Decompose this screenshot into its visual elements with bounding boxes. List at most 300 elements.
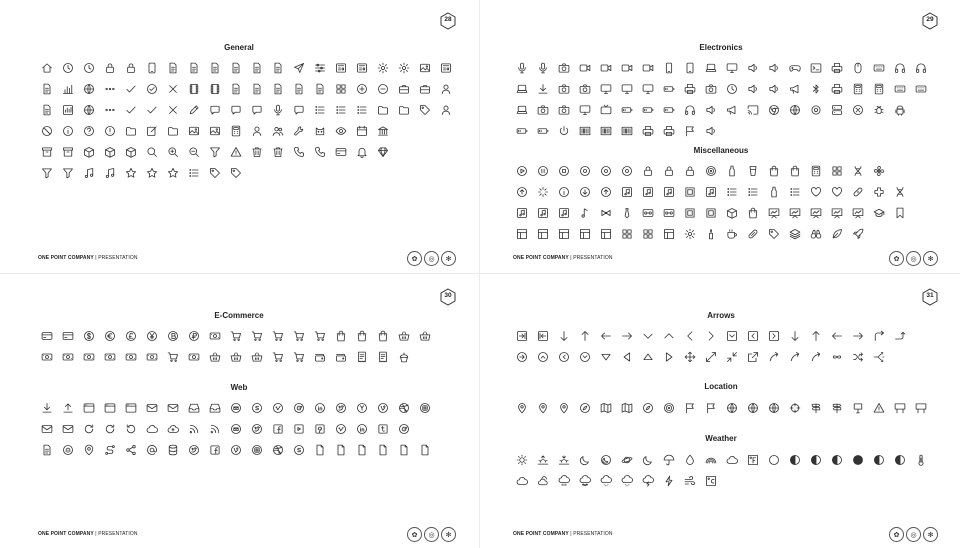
arrow-right-icon <box>847 325 868 346</box>
video-icon <box>595 57 616 78</box>
printer-icon <box>826 57 847 78</box>
eye-icon <box>330 120 351 141</box>
footer <box>513 255 613 261</box>
grid-icon <box>637 223 658 244</box>
share-icon <box>120 439 141 460</box>
filter-icon <box>204 141 225 162</box>
curved-arrow-icon <box>805 346 826 367</box>
bag-icon <box>763 160 784 181</box>
arrow-circle-right-icon <box>511 346 532 367</box>
edit-icon <box>141 120 162 141</box>
users-icon <box>267 120 288 141</box>
grid-icon <box>330 78 351 99</box>
bag-icon <box>330 325 351 346</box>
download-icon <box>532 78 553 99</box>
document-icon <box>246 57 267 78</box>
layers-icon <box>784 223 805 244</box>
vine-icon <box>225 439 246 460</box>
slide-28 <box>0 0 478 272</box>
document-icon <box>246 78 267 99</box>
section-title-miscellaneous: Miscellaneous <box>693 146 749 155</box>
filter-icon <box>57 162 78 183</box>
info-icon <box>57 120 78 141</box>
music-box-icon <box>658 181 679 202</box>
icon-row <box>36 57 456 78</box>
footer-company: ONE POINT COMPANY <box>38 255 94 261</box>
basket-icon <box>393 325 414 346</box>
flower-logo-icon: ✿ <box>407 251 422 266</box>
vimeo-icon <box>267 397 288 418</box>
storm-icon <box>637 470 658 491</box>
star-icon <box>141 162 162 183</box>
camera-icon <box>553 99 574 120</box>
circle-logo-icon: ◎ <box>906 527 921 542</box>
billboard-icon <box>889 397 910 418</box>
archive-icon <box>36 141 57 162</box>
wallet-icon <box>309 346 330 367</box>
footer <box>38 531 138 537</box>
arrow-left-icon <box>826 325 847 346</box>
location-icon <box>78 439 99 460</box>
tape-icon <box>658 202 679 223</box>
minus-circle-icon <box>372 78 393 99</box>
camera-icon <box>574 78 595 99</box>
headphones-icon <box>910 57 931 78</box>
zoom-out-icon <box>183 141 204 162</box>
list-icon <box>721 181 742 202</box>
chevron-left-box-icon <box>742 325 763 346</box>
card-icon <box>330 141 351 162</box>
folder-icon <box>120 120 141 141</box>
printer-icon <box>658 120 679 141</box>
printer-icon <box>826 78 847 99</box>
lock-icon <box>679 160 700 181</box>
thunder-icon <box>658 470 679 491</box>
globe-icon <box>763 397 784 418</box>
facebook-icon <box>204 439 225 460</box>
battery-icon <box>658 78 679 99</box>
slide-divider-vertical <box>479 0 480 548</box>
slide-31 <box>482 276 960 548</box>
grid-icon <box>826 160 847 181</box>
circle-logo-icon: ◎ <box>906 251 921 266</box>
icon-row <box>36 439 435 460</box>
moon-phase-icon <box>805 449 826 470</box>
bag-icon <box>784 160 805 181</box>
section-title-web: Web <box>230 383 248 392</box>
circle-logo-icon: ◎ <box>424 251 439 266</box>
icon-grid-arrows <box>511 325 910 367</box>
rss-icon <box>183 418 204 439</box>
icon-row <box>511 181 910 202</box>
barcode-icon <box>574 120 595 141</box>
icon-row <box>511 397 931 418</box>
triangle-down-icon <box>595 346 616 367</box>
moon-icon <box>637 449 658 470</box>
map-icon <box>616 397 637 418</box>
music-box-icon <box>637 181 658 202</box>
skype-icon <box>246 397 267 418</box>
music-box-icon <box>700 181 721 202</box>
document-icon <box>267 57 288 78</box>
pause-circle-icon <box>532 160 553 181</box>
compass-icon <box>637 397 658 418</box>
arrow-circle-up-icon <box>532 346 553 367</box>
gamepad-icon <box>784 57 805 78</box>
camera-icon <box>553 57 574 78</box>
moon-phase-icon <box>889 449 910 470</box>
tag-icon <box>225 162 246 183</box>
layout-icon <box>511 223 532 244</box>
section-title-location: Location <box>704 382 738 391</box>
calendar-icon <box>351 120 372 141</box>
euro-icon <box>99 325 120 346</box>
ellipsis-icon <box>99 99 120 120</box>
glass-icon <box>742 160 763 181</box>
monitor-icon <box>574 99 595 120</box>
planet-icon <box>616 449 637 470</box>
document-icon <box>36 78 57 99</box>
bottle-icon <box>763 181 784 202</box>
arrow-left-icon <box>595 325 616 346</box>
speaker-icon <box>700 120 721 141</box>
lock-icon <box>637 160 658 181</box>
linkedin-icon <box>309 397 330 418</box>
google-plus-icon <box>393 418 414 439</box>
monitor-icon <box>616 78 637 99</box>
page-number: 28 <box>444 16 452 23</box>
chevron-right-icon <box>700 325 721 346</box>
record-circle-icon <box>616 160 637 181</box>
calculator-icon <box>225 120 246 141</box>
check-icon <box>141 99 162 120</box>
battery-icon <box>658 99 679 120</box>
vine-icon <box>372 397 393 418</box>
snowflake-logo-icon: ✻ <box>923 527 938 542</box>
mail-icon <box>141 397 162 418</box>
snow-icon <box>616 470 637 491</box>
camera-icon <box>553 78 574 99</box>
play-circle-icon <box>511 160 532 181</box>
rainbow-icon <box>700 449 721 470</box>
chevron-right-box-icon <box>763 325 784 346</box>
briefcase-icon <box>414 78 435 99</box>
square-icon <box>679 202 700 223</box>
icon-row <box>511 120 931 141</box>
diamond-icon <box>372 141 393 162</box>
megaphone-icon <box>784 78 805 99</box>
chat-icon <box>225 99 246 120</box>
cart-icon <box>162 346 183 367</box>
keyboard-icon <box>889 78 910 99</box>
cloud-icon <box>721 449 742 470</box>
footer <box>38 255 138 261</box>
icon-grid-general <box>36 57 456 183</box>
footer-logos <box>889 251 938 266</box>
icon-grid-web <box>36 397 435 460</box>
icon-row <box>36 346 435 367</box>
calculator-icon <box>868 78 889 99</box>
list-icon <box>351 99 372 120</box>
paper-plane-icon <box>288 57 309 78</box>
arrow-up-icon <box>574 325 595 346</box>
heart-icon <box>805 181 826 202</box>
icon-grid-ecommerce <box>36 325 435 367</box>
check-circle-icon <box>141 78 162 99</box>
monitor-icon <box>637 78 658 99</box>
music-box-icon <box>532 202 553 223</box>
moon-phase-new-icon <box>763 449 784 470</box>
square-icon <box>700 202 721 223</box>
monitor-icon <box>595 78 616 99</box>
mail-icon <box>36 418 57 439</box>
trash-icon <box>267 141 288 162</box>
camera-icon <box>532 99 553 120</box>
close-icon <box>162 78 183 99</box>
footer-company: ONE POINT COMPANY <box>513 255 569 261</box>
ban-icon <box>36 120 57 141</box>
document-icon <box>204 57 225 78</box>
barcode-icon <box>595 120 616 141</box>
triangle-right-icon <box>658 346 679 367</box>
fan-icon <box>868 160 889 181</box>
cash-icon <box>120 346 141 367</box>
bottle-icon <box>721 160 742 181</box>
bandage-icon <box>847 181 868 202</box>
leaf-icon <box>826 223 847 244</box>
moon-icon <box>574 449 595 470</box>
move-icon <box>679 346 700 367</box>
mobile-icon <box>658 57 679 78</box>
ellipsis-icon <box>99 78 120 99</box>
billboard-icon <box>910 397 931 418</box>
document-icon <box>309 78 330 99</box>
bug-icon <box>868 99 889 120</box>
section-title-arrows: Arrows <box>707 311 735 320</box>
flower-logo-icon: ✿ <box>889 251 904 266</box>
facebook-icon <box>267 418 288 439</box>
inbox-icon <box>204 397 225 418</box>
music-icon <box>78 162 99 183</box>
footer-separator: | <box>95 531 97 537</box>
snow-icon <box>595 470 616 491</box>
archive-icon <box>57 141 78 162</box>
speaker-icon <box>763 78 784 99</box>
file-icon <box>372 439 393 460</box>
corner-right-icon <box>889 325 910 346</box>
fingerprint-icon <box>57 439 78 460</box>
coffee-icon <box>721 223 742 244</box>
bookmark-icon <box>889 202 910 223</box>
music-box-icon <box>511 202 532 223</box>
wallet-icon <box>330 346 351 367</box>
snowflake-logo-icon: ✻ <box>441 251 456 266</box>
drop-icon <box>679 449 700 470</box>
music-icon <box>99 162 120 183</box>
footer-logos <box>407 527 456 542</box>
email-icon <box>225 418 246 439</box>
list-icon <box>330 99 351 120</box>
document-icon <box>267 78 288 99</box>
tablet-icon <box>141 57 162 78</box>
collapse-icon <box>721 346 742 367</box>
basket-icon <box>204 346 225 367</box>
youtube-icon <box>288 418 309 439</box>
globe-icon <box>721 397 742 418</box>
download-icon <box>36 397 57 418</box>
icon-row <box>36 325 435 346</box>
signpost-icon <box>826 397 847 418</box>
celsius-icon <box>700 470 721 491</box>
page-number-badge <box>922 12 938 30</box>
section-title-ecommerce: E-Commerce <box>214 311 264 320</box>
page-number: 29 <box>926 16 934 23</box>
video-icon <box>574 57 595 78</box>
arrow-left-box-icon <box>532 325 553 346</box>
android-icon <box>889 99 910 120</box>
footer-separator: | <box>95 255 97 261</box>
icon-row <box>36 418 435 439</box>
moon-phase-icon <box>784 449 805 470</box>
chevron-left-icon <box>679 325 700 346</box>
ycombinator-icon <box>351 397 372 418</box>
wind-icon <box>679 470 700 491</box>
twitter-icon <box>246 418 267 439</box>
gear-icon <box>372 57 393 78</box>
instagram-icon <box>414 397 435 418</box>
footer <box>513 531 613 537</box>
grid-icon <box>616 223 637 244</box>
terminal-icon <box>805 57 826 78</box>
arrow-down-icon <box>553 325 574 346</box>
server-icon <box>826 99 847 120</box>
footer-separator: | <box>570 531 572 537</box>
tape-icon <box>637 202 658 223</box>
bag-icon <box>742 202 763 223</box>
document-icon <box>36 99 57 120</box>
home-icon <box>36 57 57 78</box>
laptop-icon <box>700 57 721 78</box>
globe-icon <box>742 397 763 418</box>
pill-icon <box>742 223 763 244</box>
calculator-icon <box>805 160 826 181</box>
candle-icon <box>700 223 721 244</box>
icon-row <box>511 346 910 367</box>
keyboard-icon <box>910 78 931 99</box>
compass-icon <box>574 397 595 418</box>
binoculars-icon <box>805 223 826 244</box>
footer-label: PRESENTATION <box>573 531 613 537</box>
star-icon <box>120 162 141 183</box>
board-icon <box>784 202 805 223</box>
cash-icon <box>183 346 204 367</box>
google-plus-icon <box>288 397 309 418</box>
thermometer-icon <box>910 449 931 470</box>
monitor-icon <box>721 57 742 78</box>
database-icon <box>162 439 183 460</box>
board-icon <box>826 202 847 223</box>
page-number: 31 <box>926 292 934 299</box>
list-icon <box>742 181 763 202</box>
video-icon <box>616 57 637 78</box>
cloud-upload-icon <box>162 418 183 439</box>
layout-icon <box>574 223 595 244</box>
dna-icon <box>847 160 868 181</box>
flag-icon <box>700 397 721 418</box>
info-circle-icon <box>553 181 574 202</box>
bluetooth-icon <box>805 78 826 99</box>
globe-icon <box>78 78 99 99</box>
cash-icon <box>36 346 57 367</box>
printer-icon <box>679 78 700 99</box>
cash-icon <box>57 346 78 367</box>
speaker-icon <box>763 57 784 78</box>
loading-icon <box>532 181 553 202</box>
settings-icon <box>805 99 826 120</box>
laptop-icon <box>511 78 532 99</box>
record-circle-icon <box>595 160 616 181</box>
keyboard-icon <box>868 57 889 78</box>
section-title-electronics: Electronics <box>699 43 743 52</box>
dribbble-icon <box>267 439 288 460</box>
warning-icon <box>225 141 246 162</box>
folder-icon <box>162 120 183 141</box>
footer-label: PRESENTATION <box>98 255 138 261</box>
printer-icon <box>637 120 658 141</box>
dollar-icon <box>78 325 99 346</box>
battery-icon <box>511 120 532 141</box>
footer-company: ONE POINT COMPANY <box>513 531 569 537</box>
lock-icon <box>120 57 141 78</box>
circle-logo-icon: ◎ <box>424 527 439 542</box>
star-icon <box>162 162 183 183</box>
footer-company: ONE POINT COMPANY <box>38 531 94 537</box>
arrow-down-circle-icon <box>574 181 595 202</box>
tag-icon <box>763 223 784 244</box>
refresh-icon <box>99 418 120 439</box>
refresh-icon <box>78 418 99 439</box>
tablet-icon <box>679 57 700 78</box>
clock-icon <box>721 78 742 99</box>
email-icon <box>225 397 246 418</box>
icon-row <box>511 99 931 120</box>
icon-row <box>511 325 910 346</box>
sun-icon <box>511 449 532 470</box>
hail-icon <box>574 470 595 491</box>
music-box-icon <box>553 202 574 223</box>
mortarboard-icon <box>868 202 889 223</box>
at-icon <box>141 439 162 460</box>
clock-icon <box>78 57 99 78</box>
mouse-icon <box>847 57 868 78</box>
film-icon <box>204 78 225 99</box>
slide-30 <box>0 276 478 548</box>
icon-row <box>36 141 456 162</box>
newspaper-icon <box>330 57 351 78</box>
page-number-badge <box>440 12 456 30</box>
rain-icon <box>553 470 574 491</box>
pound-icon <box>120 325 141 346</box>
card-icon <box>36 325 57 346</box>
layout-icon <box>532 223 553 244</box>
globe-icon <box>78 99 99 120</box>
note-icon <box>574 202 595 223</box>
document-icon <box>225 78 246 99</box>
dna-icon <box>889 181 910 202</box>
headphones-icon <box>889 57 910 78</box>
external-link-icon <box>742 346 763 367</box>
newspaper-icon <box>351 57 372 78</box>
